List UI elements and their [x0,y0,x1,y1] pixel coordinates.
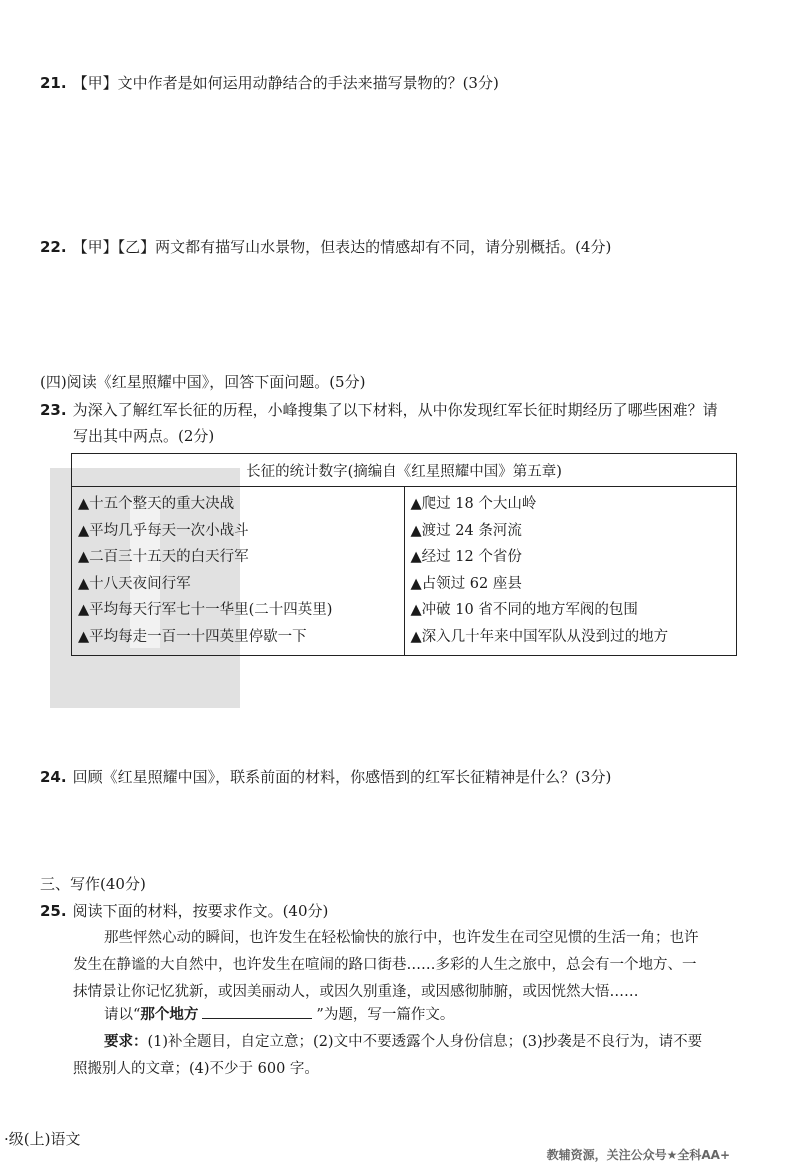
question-23-line2: 写出其中两点。(2分) [73,427,215,445]
list-item: ▲渡过 24 条河流 [410,522,522,539]
list-item: ▲平均每走一百一十四英里停歇一下 [78,628,307,645]
question-text: 【甲】【乙】两文都有描写山水景物，但表达的情感却有不同，请分别概括。(4分) [72,238,612,256]
writing-prompt [104,1002,454,1028]
question-23 [40,400,718,420]
question-number: 24. [40,768,67,786]
question-text: 【甲】文中作者是如何运用动静结合的手法来描写景物的？(3分) [72,74,499,92]
table-right-column [404,487,737,656]
table-left-column [72,487,405,656]
material-line-1: 那些怦然心动的瞬间，也许发生在轻松愉快的旅行中，也许发生在司空见惯的生活一角；也许 [104,930,699,946]
material-line-3: 抹情景让你记忆犹新，或因美丽动人，或因久别重逢，或因感彻肺腑，或因恍然大悟…… [73,984,639,1000]
question-number: 22. [40,238,67,256]
list-item: ▲经过 12 个省份 [410,549,522,566]
question-24 [40,767,611,787]
question-number: 25. [40,902,67,920]
table-header: 长征的统计数字(摘编自《红星照耀中国》第五章) [72,454,737,487]
prompt-title: 那个地方 [140,1006,199,1023]
footer-subject: ·级(上)语文 [4,1130,81,1148]
section-3-heading: 三、写作(40分) [40,875,146,893]
list-item: ▲深入几十年来中国军队从没到过的地方 [410,628,669,645]
requirements-text: (1)补全题目，自定立意；(2)文中不要透露个人身份信息；(3)抄袭是不良行为，请不要 [147,1034,703,1050]
longmarch-stats-table [71,453,737,656]
question-number: 21. [40,74,67,92]
section-4-heading: (四)阅读《红星照耀中国》，回答下面问题。(5分) [40,373,366,391]
question-text: 阅读下面的材料，按要求作文。(40分) [72,902,329,920]
list-item: ▲二百三十五天的白天行军 [78,549,249,566]
list-item: ▲十五个整天的重大决战 [78,496,235,512]
requirements-line-1 [104,1029,702,1055]
list-item: ▲平均每天行军七十一华里(二十四英里) [78,602,333,619]
prompt-prefix: 请以“ [104,1007,141,1023]
list-item: ▲平均几乎每天一次小战斗 [78,522,249,539]
requirements-line-2: 照搬别人的文章；(4)不少于 600 字。 [73,1061,319,1077]
list-item: ▲冲破 10 省不同的地方军阀的包围 [410,602,638,619]
footer-watermark: 教辅资源，关注公众号★全科AA+ [546,1148,730,1162]
list-item: ▲爬过 18 个大山岭 [410,496,537,512]
question-21 [40,73,499,93]
title-blank [202,1004,312,1019]
question-25 [40,901,328,921]
requirements-label: 要求： [104,1033,148,1050]
question-text: 回顾《红星照耀中国》，联系前面的材料，你感悟到的红军长征精神是什么？(3分) [72,768,612,786]
question-number: 23. [40,401,67,419]
list-item: ▲占领过 62 座县 [410,575,522,592]
list-item: ▲十八天夜间行军 [78,575,191,592]
question-text: 为深入了解红军长征的历程，小峰搜集了以下材料，从中你发现红军长征时期经历了哪些困难？请 [72,401,718,419]
prompt-suffix: ”为题，写一篇作文。 [316,1007,455,1023]
material-line-2: 发生在静谧的大自然中，也许发生在喧闹的路口街巷……多彩的人生之旅中，总会有一个地方、一 [73,957,697,973]
question-22 [40,237,611,257]
